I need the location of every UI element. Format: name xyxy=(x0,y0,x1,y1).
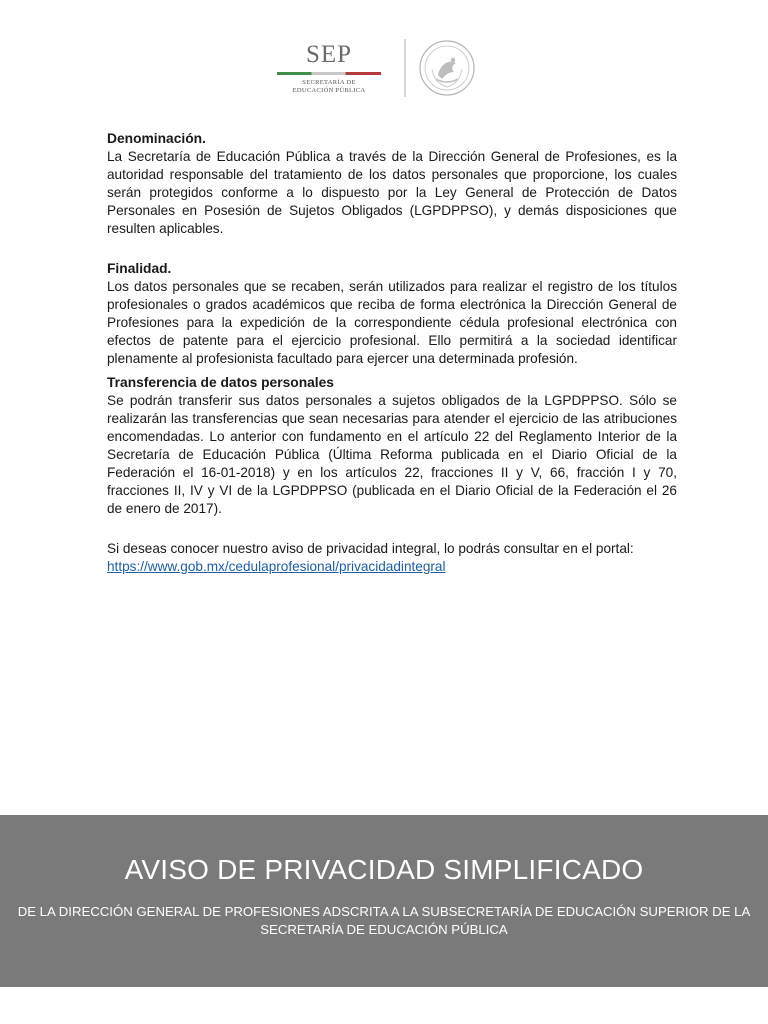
section-title: Finalidad. xyxy=(107,261,172,276)
section-aviso-integral xyxy=(107,540,677,576)
sep-logo-line1: SECRETARÍA DE xyxy=(302,78,356,86)
coat-of-arms-seal-icon xyxy=(418,39,476,97)
section-body: Los datos personales que se recaben, serán utilizados para realizar el registro de los títulos profesionales o grados académicos que reciba de forma electrónica la Dirección General de Profesiones para la expedición de la correspondiente cédula profesional electrónica con efectos de patente para el ejercicio profesional. Ello permitirá a la sociedad identificar plenamente al profesionista facultado para ejercer una determinada profesión. xyxy=(107,279,677,366)
section-title: Transferencia de datos personales xyxy=(107,375,334,390)
header-divider xyxy=(404,39,406,97)
sep-logo-subtitle xyxy=(293,79,366,95)
privacy-content xyxy=(107,130,677,598)
footer-banner xyxy=(0,815,768,987)
section-transferencia xyxy=(107,374,677,518)
section-denominacion xyxy=(107,130,677,238)
section-finalidad xyxy=(107,260,677,368)
sep-logo-color-bar xyxy=(277,72,381,75)
section-body: Se podrán transferir sus datos personales a sujetos obligados de la LGPDPPSO. Sólo se realizarán las transferencias que sean necesarias para atender el ejercicio de las atribuciones encomendadas. Lo anterior con fundamento en el artículo 22 del Reglamento Interior de la Secretaría de Educación Pública (Última Reforma publicada en el Diario Oficial de la Federación el 16-01-2018) y en los artículos 22, fracciones II y V, 66, fracción I y 70, fracciones II, IV y VI de la LGPDPPSO (publicada en el Diario Oficial de la Federación el 26 de enero de 2017). xyxy=(107,393,677,516)
sep-logo xyxy=(270,30,388,106)
sep-logo-line2: EDUCACIÓN PÚBLICA xyxy=(292,86,366,94)
privacy-notice-link[interactable]: https://www.gob.mx/cedulaprofesional/privacidadintegral xyxy=(107,559,446,574)
privacy-notice-text: Si deseas conocer nuestro aviso de privacidad integral, lo podrás consultar en el portal: xyxy=(107,541,634,556)
banner-subtitle: DE LA DIRECCIÓN GENERAL DE PROFESIONES ADSCRITA A LA SUBSECRETARÍA DE EDUCACIÓN SUPERIOR DE LA SECRETARÍA DE EDUCACIÓN PÚBLICA xyxy=(17,904,751,937)
banner-title: AVISO DE PRIVACIDAD SIMPLIFICADO xyxy=(124,854,644,885)
page-header xyxy=(270,30,480,106)
section-title: Denominación. xyxy=(107,131,206,146)
sep-logo-word: SEP xyxy=(305,40,353,68)
section-body: La Secretaría de Educación Pública a través de la Dirección General de Profesiones, es la autoridad responsable del tratamiento de los datos personales que proporcione, los cuales serán protegidos conforme a lo dispuesto por la Ley General de Protección de Datos Personales en Posesión de Sujetos Obligados (LGPDPPSO), y demás disposiciones que resulten aplicables. xyxy=(107,149,677,236)
